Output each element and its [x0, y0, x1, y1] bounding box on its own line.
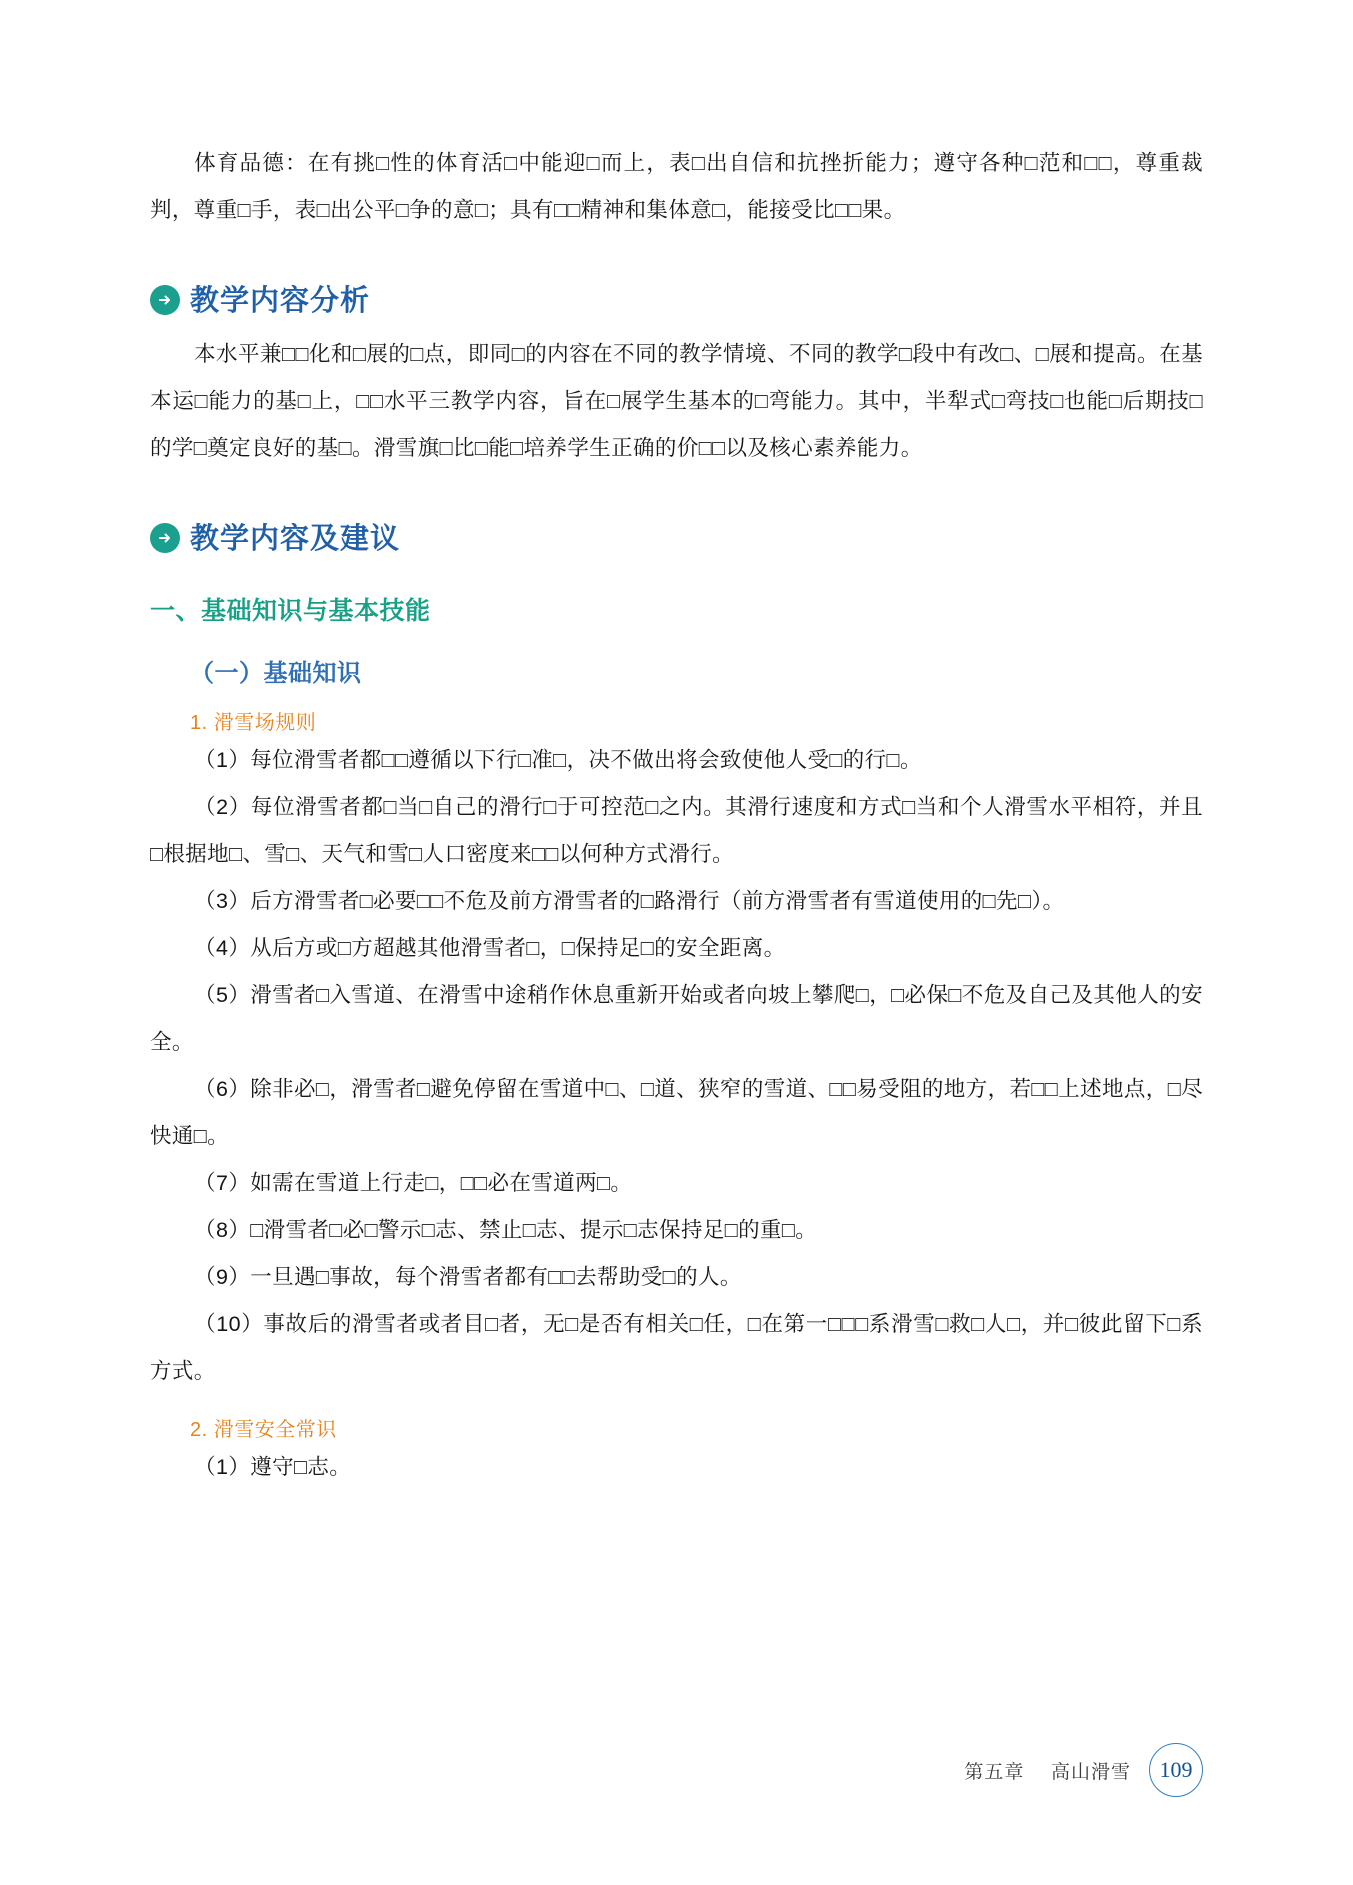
arrow-circle-icon	[150, 523, 180, 553]
list-item: （5）滑雪者□入雪道、在滑雪中途稍作休息重新开始或者向坡上攀爬□，□必保□不危及自己及其他人的安全。	[150, 983, 1203, 1054]
analysis-paragraph: 本水平兼□□化和□展的□点，即同□的内容在不同的教学情境、不同的教学□段中有改□、□展和提高。在基本运□能力的基□上，□□水平三教学内容，旨在□展学生基本的□弯能力。其中，半犁式□弯技□也能□后期技□的学□奠定良好的基□。滑雪旗□比□能□培养学生正确的价□□以及核心素养能力。	[150, 342, 1203, 460]
list-item: （2）每位滑雪者都□当□自己的滑行□于可控范□之内。其滑行速度和方式□当和个人滑雪水平相符，并且□根据地□、雪□、天气和雪□人口密度来□□以何种方式滑行。	[150, 795, 1203, 866]
list-item: （3）后方滑雪者□必要□□不危及前方滑雪者的□路滑行（前方滑雪者有雪道使用的□先□）。	[194, 889, 1065, 913]
list-item: （1）遵守□志。	[194, 1455, 352, 1479]
subsection-title-1: 1. 滑雪场规则	[190, 712, 317, 734]
footer-chapter	[964, 1757, 1131, 1784]
footer-chapter-title: 高山滑雪	[1050, 1761, 1131, 1783]
heading-level-1: 一、基础知识与基本技能	[150, 597, 431, 625]
section-title: 教学内容及建议	[190, 523, 401, 555]
analysis-paragraph-block	[150, 331, 1203, 472]
page-footer	[964, 1743, 1203, 1797]
heading-level-2: （一）基础知识	[190, 661, 362, 687]
arrow-circle-icon	[150, 285, 180, 315]
intro-paragraph-block	[150, 140, 1203, 234]
list-item: （8）□滑雪者□必□警示□志、禁止□志、提示□志保持足□的重□。	[194, 1218, 818, 1242]
list-item: （7）如需在雪道上行走□，□□必在雪道两□。	[194, 1171, 633, 1195]
section-heading-teaching-content-and-suggestions	[150, 516, 1203, 557]
list-item: （1）每位滑雪者都□□遵循以下行□准□，决不做出将会致使他人受□的行□。	[194, 748, 922, 772]
list-item: （6）除非必□，滑雪者□避免停留在雪道中□、□道、狭窄的雪道、□□易受阻的地方，若□□上述地点，□尽快通□。	[150, 1077, 1203, 1148]
page-number-badge: 109	[1149, 1743, 1203, 1797]
section-heading-teaching-content-analysis	[150, 278, 1203, 319]
list-item: （10）事故后的滑雪者或者目□者，无□是否有相关□任，□在第一□□□系滑雪□救□人□，并□彼此留下□系方式。	[150, 1312, 1203, 1383]
list-item: （4）从后方或□方超越其他滑雪者□，□保持足□的安全距离。	[194, 936, 786, 960]
subsection-title-2: 2. 滑雪安全常识	[190, 1419, 337, 1441]
section-title: 教学内容分析	[190, 285, 371, 317]
intro-paragraph: 体育品德：在有挑□性的体育活□中能迎□而上，表□出自信和抗挫折能力；遵守各种□范和□□，尊重裁判，尊重□手，表□出公平□争的意□；具有□□精神和集体意□，能接受比□□果。	[150, 151, 1203, 222]
list-item: （9）一旦遇□事故，每个滑雪者都有□□去帮助受□的人。	[194, 1265, 742, 1289]
footer-chapter-number: 第五章	[964, 1761, 1025, 1783]
